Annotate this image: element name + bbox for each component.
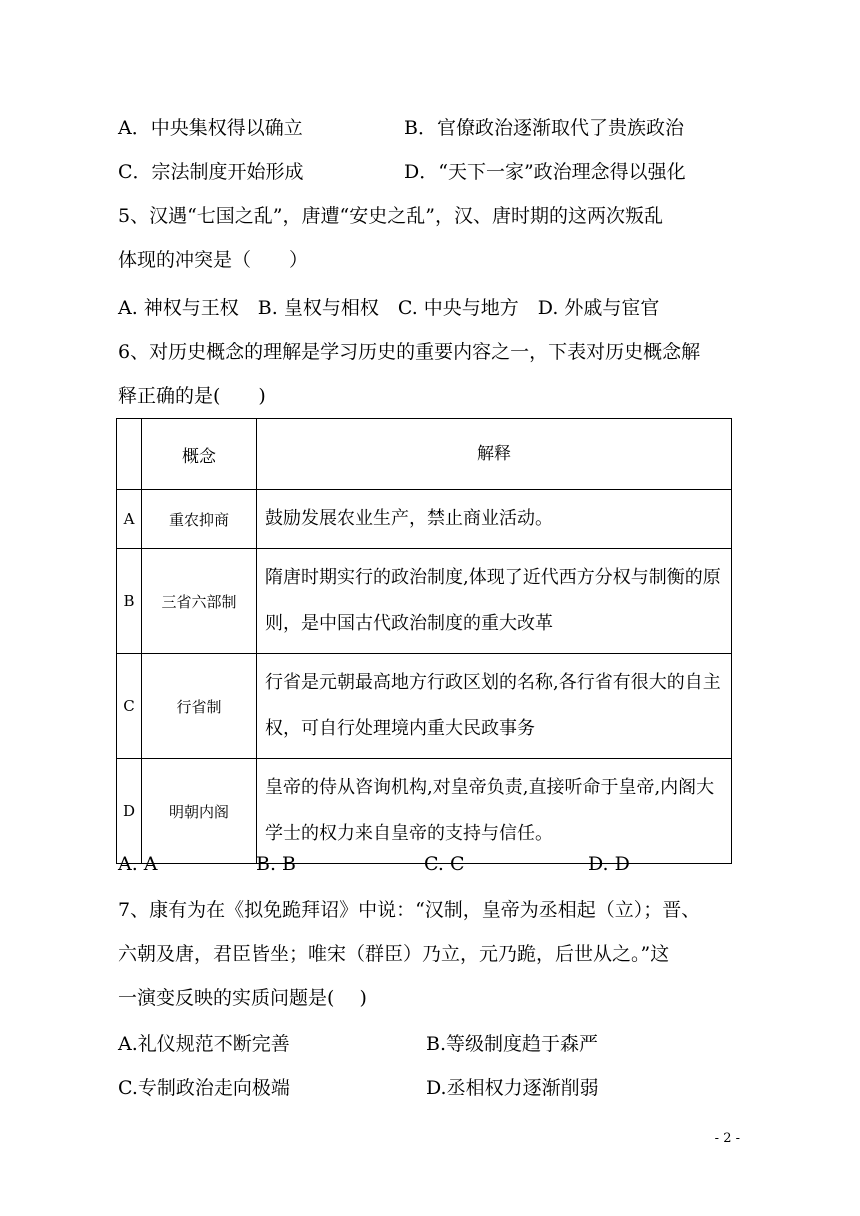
table-row	[117, 490, 732, 549]
table-row	[117, 759, 732, 864]
q7-option-a: A.礼仪规范不断完善	[118, 1033, 290, 1055]
q4-option-b: B．官僚政治逐渐取代了贵族政治	[404, 117, 684, 139]
page-number: - 2 -	[714, 1131, 740, 1146]
q7-option-d: D.丞相权力逐渐削弱	[426, 1077, 599, 1099]
q5-options: A. 神权与王权 B. 皇权与相权 C. 中央与地方 D. 外戚与宦官	[118, 297, 660, 319]
q6-option-c: C. C	[424, 853, 465, 875]
row-explanation: 皇帝的侍从咨询机构,对皇帝负责,直接听命于皇帝,内阁大学士的权力来自皇帝的支持与信任。	[257, 759, 732, 864]
table-row	[117, 549, 732, 654]
concept-table-header	[117, 419, 732, 490]
row-letter: D	[117, 759, 142, 864]
header-explanation-cell: 解释	[257, 419, 732, 490]
q6-option-b: B. B	[256, 853, 297, 875]
row-letter: C	[117, 654, 142, 759]
q6-option-d: D. D	[588, 853, 630, 875]
q7-option-b: B.等级制度趋于森严	[426, 1033, 599, 1055]
header-letter-cell	[117, 419, 142, 490]
q4-option-c: C．宗法制度开始形成	[118, 161, 304, 183]
q6-stem-line1: 6、对历史概念的理解是学习历史的重要内容之一，下表对历史概念解	[118, 341, 701, 363]
row-explanation: 鼓励发展农业生产，禁止商业活动。	[257, 490, 732, 549]
table-row	[117, 654, 732, 759]
q6-stem-line2: 释正确的是( )	[118, 385, 266, 407]
row-concept: 三省六部制	[142, 549, 257, 654]
q4-option-d: D．“天下一家”政治理念得以强化	[404, 161, 686, 183]
q5-stem-line2: 体现的冲突是（ ）	[118, 249, 309, 271]
q6-option-a: A. A	[118, 853, 158, 875]
concept-table	[116, 418, 732, 864]
q7-stem-line1: 7、康有为在《拟免跪拜诏》中说：“汉制，皇帝为丞相起（立）；晋、	[118, 899, 701, 921]
row-concept: 重农抑商	[142, 490, 257, 549]
q7-stem-line3: 一演变反映的实质问题是( )	[118, 987, 367, 1009]
row-concept: 行省制	[142, 654, 257, 759]
row-explanation: 行省是元朝最高地方行政区划的名称,各行省有很大的自主权，可自行处理境内重大民政事务	[257, 654, 732, 759]
q7-stem-line2: 六朝及唐，君臣皆坐；唯宋（群臣）乃立，元乃跪，后世从之。”这	[118, 943, 670, 965]
header-concept-cell: 概念	[142, 419, 257, 490]
row-concept: 明朝内阁	[142, 759, 257, 864]
row-explanation: 隋唐时期实行的政治制度,体现了近代西方分权与制衡的原则，是中国古代政治制度的重大改革	[257, 549, 732, 654]
q5-stem-line1: 5、汉遇“七国之乱”，唐遭“安史之乱”，汉、唐时期的这两次叛乱	[118, 205, 663, 227]
q7-option-c: C.专制政治走向极端	[118, 1077, 290, 1099]
row-letter: B	[117, 549, 142, 654]
row-letter: A	[117, 490, 142, 549]
q4-option-a: A．中央集权得以确立	[118, 117, 303, 139]
